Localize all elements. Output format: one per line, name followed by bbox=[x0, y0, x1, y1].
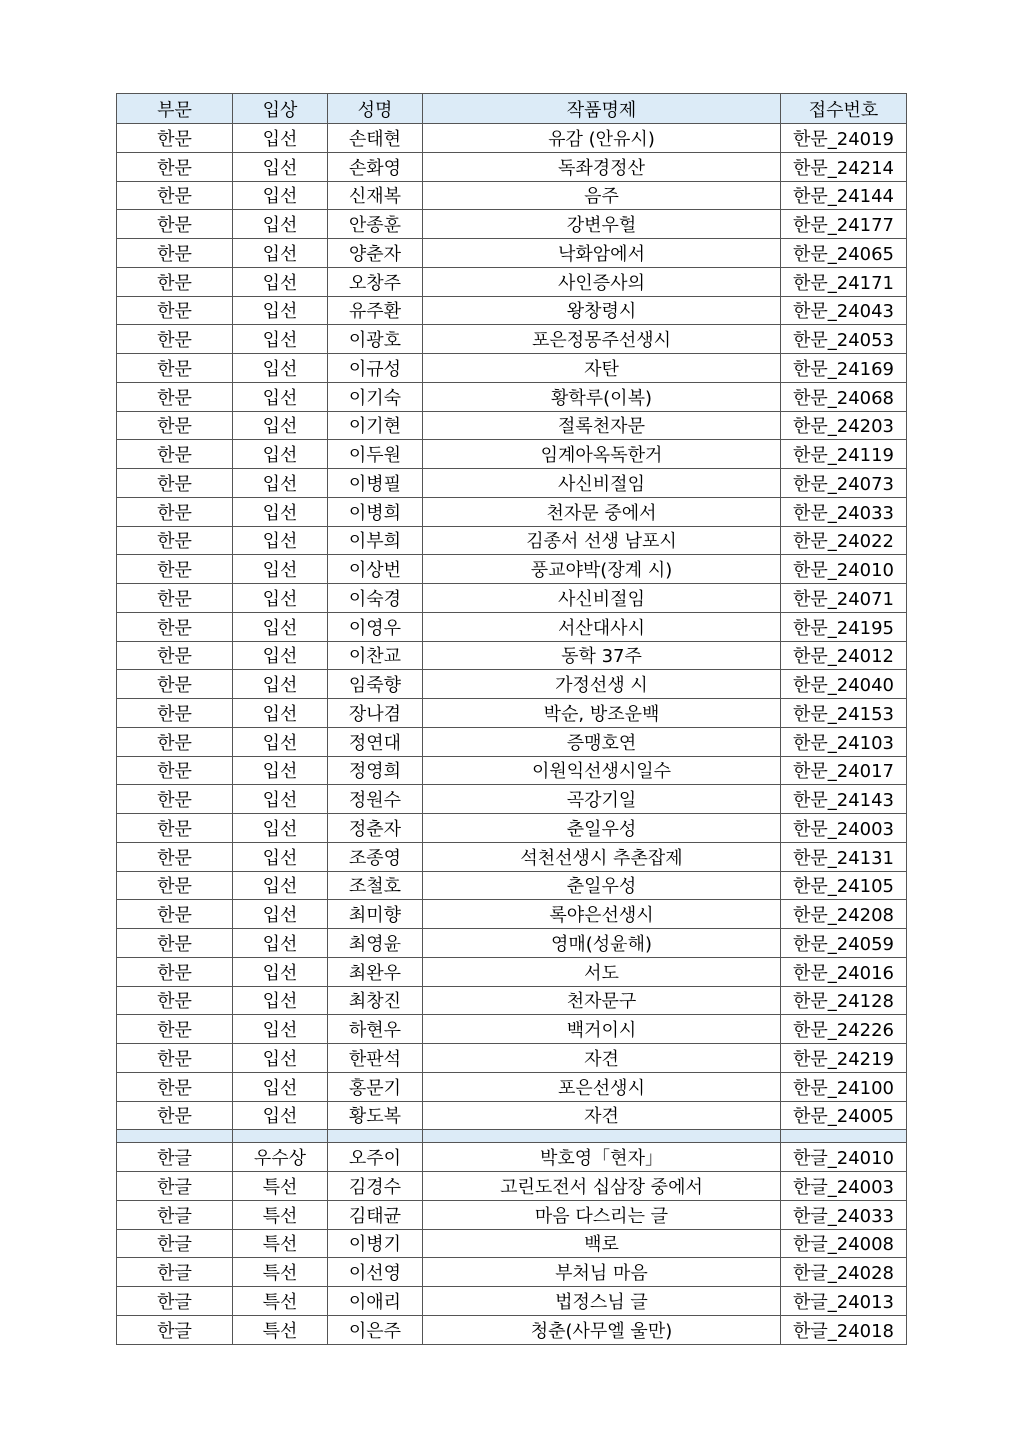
divider-cell bbox=[233, 1130, 328, 1143]
cell-entry-number: 한문_24203 bbox=[781, 411, 907, 440]
cell-category: 한문 bbox=[117, 986, 233, 1015]
cell-award: 입선 bbox=[233, 267, 328, 296]
cell-name: 최창진 bbox=[328, 986, 423, 1015]
table-row bbox=[117, 526, 907, 555]
cell-award: 입선 bbox=[233, 756, 328, 785]
cell-work-title: 청춘(사무엘 울만) bbox=[423, 1315, 781, 1344]
cell-award: 입선 bbox=[233, 986, 328, 1015]
table-row bbox=[117, 497, 907, 526]
cell-award: 입선 bbox=[233, 555, 328, 584]
cell-category: 한문 bbox=[117, 382, 233, 411]
cell-award: 특선 bbox=[233, 1200, 328, 1229]
cell-award: 입선 bbox=[233, 842, 328, 871]
cell-name: 장나겸 bbox=[328, 699, 423, 728]
cell-name: 이선영 bbox=[328, 1258, 423, 1287]
cell-name: 하현우 bbox=[328, 1015, 423, 1044]
cell-category: 한문 bbox=[117, 267, 233, 296]
cell-name: 이광호 bbox=[328, 325, 423, 354]
cell-name: 최미향 bbox=[328, 900, 423, 929]
cell-category: 한문 bbox=[117, 440, 233, 469]
cell-award: 입선 bbox=[233, 957, 328, 986]
cell-category: 한문 bbox=[117, 929, 233, 958]
header-entry-number: 접수번호 bbox=[781, 94, 907, 124]
table-row bbox=[117, 1200, 907, 1229]
results-table bbox=[116, 93, 907, 1345]
table-row bbox=[117, 239, 907, 268]
cell-entry-number: 한문_24068 bbox=[781, 382, 907, 411]
header-work-title: 작품명제 bbox=[423, 94, 781, 124]
cell-entry-number: 한문_24100 bbox=[781, 1072, 907, 1101]
table-row bbox=[117, 1287, 907, 1316]
cell-entry-number: 한문_24171 bbox=[781, 267, 907, 296]
cell-category: 한글 bbox=[117, 1172, 233, 1201]
cell-category: 한문 bbox=[117, 699, 233, 728]
cell-work-title: 임계아옥독한거 bbox=[423, 440, 781, 469]
cell-entry-number: 한문_24195 bbox=[781, 612, 907, 641]
cell-name: 이병필 bbox=[328, 469, 423, 498]
cell-entry-number: 한문_24003 bbox=[781, 814, 907, 843]
cell-category: 한문 bbox=[117, 124, 233, 153]
table-row bbox=[117, 986, 907, 1015]
cell-entry-number: 한문_24059 bbox=[781, 929, 907, 958]
cell-category: 한문 bbox=[117, 900, 233, 929]
cell-name: 정영희 bbox=[328, 756, 423, 785]
cell-category: 한문 bbox=[117, 871, 233, 900]
cell-category: 한문 bbox=[117, 239, 233, 268]
cell-entry-number: 한문_24128 bbox=[781, 986, 907, 1015]
cell-work-title: 자견 bbox=[423, 1044, 781, 1073]
table-row bbox=[117, 296, 907, 325]
cell-category: 한문 bbox=[117, 181, 233, 210]
table-row bbox=[117, 440, 907, 469]
cell-entry-number: 한문_24017 bbox=[781, 756, 907, 785]
cell-work-title: 유감 (안유시) bbox=[423, 124, 781, 153]
cell-award: 입선 bbox=[233, 382, 328, 411]
table-row bbox=[117, 814, 907, 843]
table-row bbox=[117, 1258, 907, 1287]
cell-work-title: 부처님 마음 bbox=[423, 1258, 781, 1287]
cell-category: 한문 bbox=[117, 152, 233, 181]
cell-work-title: 법정스님 글 bbox=[423, 1287, 781, 1316]
cell-work-title: 박순, 방조운백 bbox=[423, 699, 781, 728]
cell-name: 황도복 bbox=[328, 1101, 423, 1130]
header-name: 성명 bbox=[328, 94, 423, 124]
cell-entry-number: 한문_24208 bbox=[781, 900, 907, 929]
cell-work-title: 독좌경정산 bbox=[423, 152, 781, 181]
cell-work-title: 마음 다스리는 글 bbox=[423, 1200, 781, 1229]
cell-category: 한문 bbox=[117, 296, 233, 325]
divider-cell bbox=[328, 1130, 423, 1143]
cell-entry-number: 한문_24119 bbox=[781, 440, 907, 469]
cell-work-title: 강변우헐 bbox=[423, 210, 781, 239]
cell-name: 조종영 bbox=[328, 842, 423, 871]
cell-category: 한문 bbox=[117, 641, 233, 670]
table-row bbox=[117, 584, 907, 613]
cell-work-title: 석천선생시 추촌잡제 bbox=[423, 842, 781, 871]
cell-name: 유주환 bbox=[328, 296, 423, 325]
cell-work-title: 황학루(이복) bbox=[423, 382, 781, 411]
cell-entry-number: 한문_24053 bbox=[781, 325, 907, 354]
cell-work-title: 자견 bbox=[423, 1101, 781, 1130]
cell-category: 한문 bbox=[117, 354, 233, 383]
cell-work-title: 증맹호연 bbox=[423, 727, 781, 756]
cell-award: 입선 bbox=[233, 641, 328, 670]
cell-award: 입선 bbox=[233, 325, 328, 354]
cell-work-title: 백로 bbox=[423, 1229, 781, 1258]
cell-entry-number: 한문_24019 bbox=[781, 124, 907, 153]
cell-award: 입선 bbox=[233, 497, 328, 526]
cell-work-title: 자탄 bbox=[423, 354, 781, 383]
cell-entry-number: 한문_24073 bbox=[781, 469, 907, 498]
table-row bbox=[117, 1101, 907, 1130]
table-row bbox=[117, 181, 907, 210]
cell-award: 입선 bbox=[233, 1101, 328, 1130]
cell-name: 이기현 bbox=[328, 411, 423, 440]
header-row bbox=[117, 94, 907, 124]
table-row bbox=[117, 1072, 907, 1101]
cell-category: 한문 bbox=[117, 756, 233, 785]
cell-award: 특선 bbox=[233, 1229, 328, 1258]
cell-work-title: 춘일우성 bbox=[423, 814, 781, 843]
cell-name: 정춘자 bbox=[328, 814, 423, 843]
table-row bbox=[117, 354, 907, 383]
cell-category: 한문 bbox=[117, 1044, 233, 1073]
cell-name: 한판석 bbox=[328, 1044, 423, 1073]
cell-award: 입선 bbox=[233, 124, 328, 153]
cell-category: 한글 bbox=[117, 1143, 233, 1172]
cell-work-title: 가정선생 시 bbox=[423, 670, 781, 699]
cell-work-title: 서도 bbox=[423, 957, 781, 986]
cell-work-title: 동학 37주 bbox=[423, 641, 781, 670]
table-row bbox=[117, 641, 907, 670]
cell-work-title: 천자문 중에서 bbox=[423, 497, 781, 526]
cell-entry-number: 한문_24103 bbox=[781, 727, 907, 756]
cell-name: 이규성 bbox=[328, 354, 423, 383]
cell-category: 한문 bbox=[117, 814, 233, 843]
header-award: 입상 bbox=[233, 94, 328, 124]
cell-name: 이병기 bbox=[328, 1229, 423, 1258]
cell-entry-number: 한문_24065 bbox=[781, 239, 907, 268]
cell-work-title: 절록천자문 bbox=[423, 411, 781, 440]
cell-category: 한문 bbox=[117, 526, 233, 555]
cell-entry-number: 한글_24003 bbox=[781, 1172, 907, 1201]
cell-award: 입선 bbox=[233, 210, 328, 239]
table-row bbox=[117, 469, 907, 498]
cell-category: 한문 bbox=[117, 1101, 233, 1130]
cell-work-title: 이원익선생시일수 bbox=[423, 756, 781, 785]
cell-name: 이병희 bbox=[328, 497, 423, 526]
cell-entry-number: 한문_24010 bbox=[781, 555, 907, 584]
cell-category: 한문 bbox=[117, 584, 233, 613]
cell-category: 한문 bbox=[117, 785, 233, 814]
cell-category: 한문 bbox=[117, 612, 233, 641]
table-row bbox=[117, 785, 907, 814]
cell-category: 한문 bbox=[117, 957, 233, 986]
cell-name: 정연대 bbox=[328, 727, 423, 756]
cell-category: 한문 bbox=[117, 469, 233, 498]
cell-name: 이은주 bbox=[328, 1315, 423, 1344]
table-row bbox=[117, 699, 907, 728]
cell-name: 이두원 bbox=[328, 440, 423, 469]
cell-entry-number: 한글_24028 bbox=[781, 1258, 907, 1287]
cell-award: 입선 bbox=[233, 181, 328, 210]
cell-category: 한문 bbox=[117, 670, 233, 699]
table-row bbox=[117, 727, 907, 756]
cell-award: 입선 bbox=[233, 152, 328, 181]
cell-name: 홍문기 bbox=[328, 1072, 423, 1101]
cell-work-title: 풍교야박(장계 시) bbox=[423, 555, 781, 584]
cell-category: 한문 bbox=[117, 1015, 233, 1044]
cell-work-title: 백거이시 bbox=[423, 1015, 781, 1044]
table-row bbox=[117, 612, 907, 641]
cell-category: 한문 bbox=[117, 325, 233, 354]
cell-entry-number: 한문_24144 bbox=[781, 181, 907, 210]
cell-category: 한문 bbox=[117, 842, 233, 871]
cell-award: 특선 bbox=[233, 1315, 328, 1344]
cell-work-title: 왕창령시 bbox=[423, 296, 781, 325]
cell-name: 최완우 bbox=[328, 957, 423, 986]
cell-entry-number: 한글_24008 bbox=[781, 1229, 907, 1258]
table-row bbox=[117, 210, 907, 239]
table-row bbox=[117, 929, 907, 958]
cell-name: 이애리 bbox=[328, 1287, 423, 1316]
cell-award: 특선 bbox=[233, 1287, 328, 1316]
cell-name: 이기숙 bbox=[328, 382, 423, 411]
cell-entry-number: 한문_24033 bbox=[781, 497, 907, 526]
cell-category: 한문 bbox=[117, 555, 233, 584]
cell-work-title: 천자문구 bbox=[423, 986, 781, 1015]
cell-award: 입선 bbox=[233, 440, 328, 469]
cell-name: 조철호 bbox=[328, 871, 423, 900]
cell-award: 입선 bbox=[233, 699, 328, 728]
cell-category: 한글 bbox=[117, 1315, 233, 1344]
table-row bbox=[117, 325, 907, 354]
cell-work-title: 포은선생시 bbox=[423, 1072, 781, 1101]
cell-entry-number: 한문_24016 bbox=[781, 957, 907, 986]
cell-category: 한글 bbox=[117, 1287, 233, 1316]
cell-entry-number: 한글_24010 bbox=[781, 1143, 907, 1172]
cell-name: 이상번 bbox=[328, 555, 423, 584]
cell-entry-number: 한문_24153 bbox=[781, 699, 907, 728]
cell-category: 한문 bbox=[117, 497, 233, 526]
cell-work-title: 포은정몽주선생시 bbox=[423, 325, 781, 354]
cell-work-title: 서산대사시 bbox=[423, 612, 781, 641]
cell-category: 한문 bbox=[117, 727, 233, 756]
table-row bbox=[117, 670, 907, 699]
cell-work-title: 영매(성윤해) bbox=[423, 929, 781, 958]
cell-award: 입선 bbox=[233, 900, 328, 929]
cell-award: 입선 bbox=[233, 411, 328, 440]
cell-entry-number: 한문_24214 bbox=[781, 152, 907, 181]
divider-cell bbox=[423, 1130, 781, 1143]
cell-name: 양춘자 bbox=[328, 239, 423, 268]
table-row bbox=[117, 842, 907, 871]
cell-category: 한문 bbox=[117, 1072, 233, 1101]
cell-category: 한문 bbox=[117, 210, 233, 239]
cell-name: 신재복 bbox=[328, 181, 423, 210]
cell-name: 손화영 bbox=[328, 152, 423, 181]
cell-entry-number: 한문_24169 bbox=[781, 354, 907, 383]
cell-work-title: 사신비절임 bbox=[423, 584, 781, 613]
results-sheet bbox=[116, 93, 906, 1345]
cell-work-title: 음주 bbox=[423, 181, 781, 210]
cell-entry-number: 한글_24013 bbox=[781, 1287, 907, 1316]
cell-name: 이숙경 bbox=[328, 584, 423, 613]
cell-entry-number: 한문_24040 bbox=[781, 670, 907, 699]
cell-category: 한글 bbox=[117, 1200, 233, 1229]
cell-name: 이찬교 bbox=[328, 641, 423, 670]
table-row bbox=[117, 124, 907, 153]
cell-name: 이부희 bbox=[328, 526, 423, 555]
cell-entry-number: 한문_24143 bbox=[781, 785, 907, 814]
cell-award: 입선 bbox=[233, 1072, 328, 1101]
cell-entry-number: 한문_24005 bbox=[781, 1101, 907, 1130]
cell-name: 정원수 bbox=[328, 785, 423, 814]
divider-cell bbox=[117, 1130, 233, 1143]
table-row bbox=[117, 411, 907, 440]
table-row bbox=[117, 957, 907, 986]
table-row bbox=[117, 900, 907, 929]
cell-award: 특선 bbox=[233, 1258, 328, 1287]
cell-category: 한문 bbox=[117, 411, 233, 440]
cell-name: 임죽향 bbox=[328, 670, 423, 699]
divider-cell bbox=[781, 1130, 907, 1143]
table-row bbox=[117, 1015, 907, 1044]
table-row bbox=[117, 555, 907, 584]
section-divider-row bbox=[117, 1130, 907, 1143]
table-row bbox=[117, 756, 907, 785]
cell-award: 입선 bbox=[233, 785, 328, 814]
cell-award: 입선 bbox=[233, 1015, 328, 1044]
cell-name: 오창주 bbox=[328, 267, 423, 296]
cell-award: 입선 bbox=[233, 239, 328, 268]
cell-work-title: 낙화암에서 bbox=[423, 239, 781, 268]
table-row bbox=[117, 152, 907, 181]
cell-entry-number: 한문_24177 bbox=[781, 210, 907, 239]
cell-entry-number: 한문_24131 bbox=[781, 842, 907, 871]
table-row bbox=[117, 1229, 907, 1258]
cell-entry-number: 한문_24012 bbox=[781, 641, 907, 670]
cell-work-title: 곡강기일 bbox=[423, 785, 781, 814]
cell-entry-number: 한문_24105 bbox=[781, 871, 907, 900]
cell-name: 김경수 bbox=[328, 1172, 423, 1201]
table-row bbox=[117, 267, 907, 296]
cell-award: 입선 bbox=[233, 354, 328, 383]
cell-name: 안종훈 bbox=[328, 210, 423, 239]
table-row bbox=[117, 1315, 907, 1344]
cell-award: 입선 bbox=[233, 526, 328, 555]
cell-award: 입선 bbox=[233, 584, 328, 613]
cell-work-title: 박호영「현자」 bbox=[423, 1143, 781, 1172]
cell-award: 입선 bbox=[233, 612, 328, 641]
cell-award: 입선 bbox=[233, 296, 328, 325]
table-row bbox=[117, 871, 907, 900]
table-row bbox=[117, 1172, 907, 1201]
cell-award: 입선 bbox=[233, 929, 328, 958]
cell-entry-number: 한문_24219 bbox=[781, 1044, 907, 1073]
cell-work-title: 고린도전서 십삼장 중에서 bbox=[423, 1172, 781, 1201]
cell-award: 입선 bbox=[233, 727, 328, 756]
cell-award: 입선 bbox=[233, 670, 328, 699]
cell-award: 입선 bbox=[233, 871, 328, 900]
cell-entry-number: 한문_24071 bbox=[781, 584, 907, 613]
table-row bbox=[117, 1143, 907, 1172]
cell-entry-number: 한문_24043 bbox=[781, 296, 907, 325]
cell-name: 최영윤 bbox=[328, 929, 423, 958]
table-row bbox=[117, 382, 907, 411]
cell-category: 한글 bbox=[117, 1229, 233, 1258]
cell-category: 한글 bbox=[117, 1258, 233, 1287]
cell-work-title: 김종서 선생 남포시 bbox=[423, 526, 781, 555]
table-row bbox=[117, 1044, 907, 1073]
cell-entry-number: 한글_24018 bbox=[781, 1315, 907, 1344]
header-category: 부문 bbox=[117, 94, 233, 124]
cell-name: 김태균 bbox=[328, 1200, 423, 1229]
cell-work-title: 춘일우성 bbox=[423, 871, 781, 900]
cell-name: 손태현 bbox=[328, 124, 423, 153]
cell-work-title: 사인증사의 bbox=[423, 267, 781, 296]
cell-award: 입선 bbox=[233, 469, 328, 498]
cell-award: 입선 bbox=[233, 1044, 328, 1073]
cell-entry-number: 한문_24022 bbox=[781, 526, 907, 555]
cell-entry-number: 한문_24226 bbox=[781, 1015, 907, 1044]
cell-award: 특선 bbox=[233, 1172, 328, 1201]
cell-award: 우수상 bbox=[233, 1143, 328, 1172]
cell-work-title: 록야은선생시 bbox=[423, 900, 781, 929]
cell-name: 이영우 bbox=[328, 612, 423, 641]
cell-award: 입선 bbox=[233, 814, 328, 843]
cell-work-title: 사신비절임 bbox=[423, 469, 781, 498]
cell-entry-number: 한글_24033 bbox=[781, 1200, 907, 1229]
cell-name: 오주이 bbox=[328, 1143, 423, 1172]
table-body bbox=[117, 124, 907, 1345]
